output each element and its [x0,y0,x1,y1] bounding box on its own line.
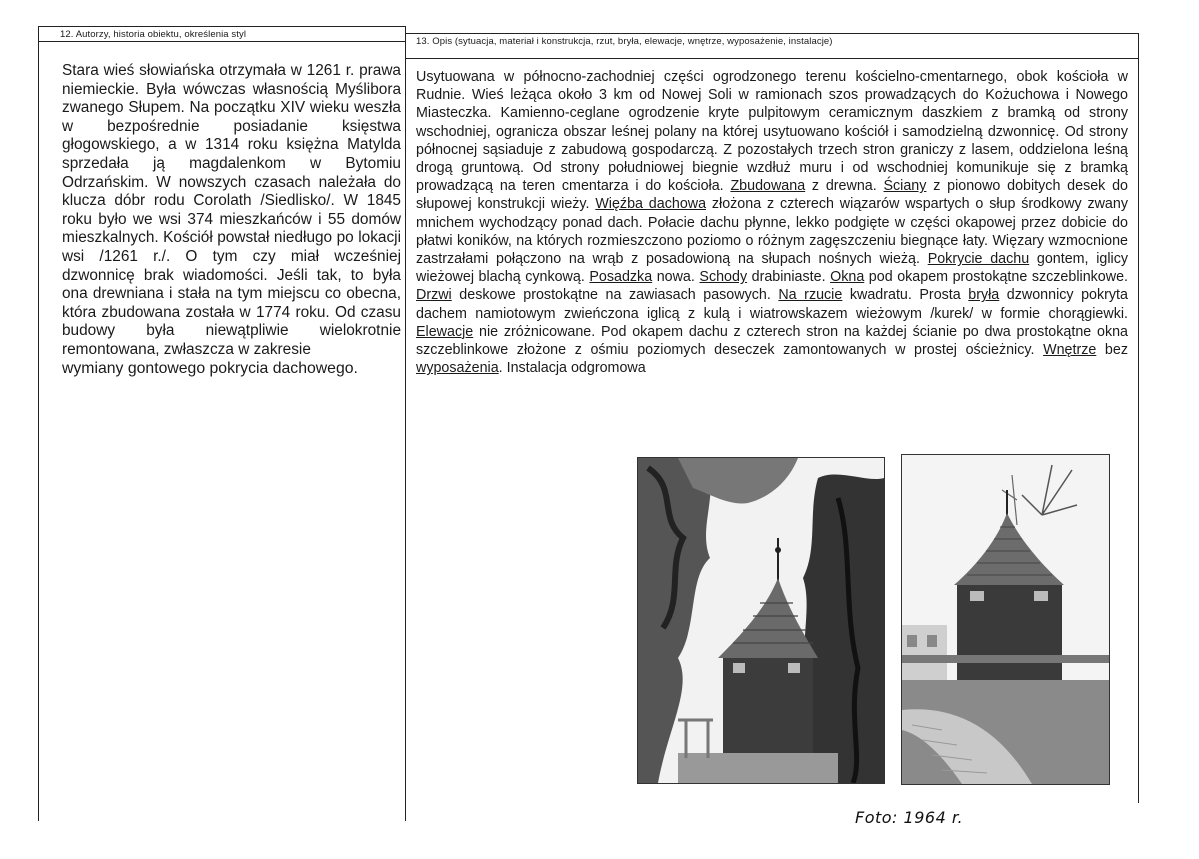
belfry-photo-path [901,454,1110,785]
top-border-left [38,26,405,27]
belfry-photo-path-image [902,455,1109,784]
keyword-okna: Okna [830,269,865,286]
keyword-elewacje: Elewacje [416,323,474,340]
history-paragraph: Stara wieś słowiańska otrzymała w 1261 r. prawa niemieckie. Była wówczas własnością Myślibora zwanego Słupem. Na początku XIV wieku weszła w bezpośrednie posiadanie księstwa głogowskiego, a w 1314 roku księżna Matylda sprzedała ją magdalenkom w Bytomiu Odrzańskim. W nowszych czasach należała do klucza dóbr rodu Corolath /Siedlisko/. W 1845 roku było we wsi 374 mieszkańców i 55 domów mieszkalnych. Kościół powstał niedługo po lokacji wsi /1261 r./. O tym czy miał wcześniej dzwonnicę brak wiadomości. Jeśli tak, to była ona drewniana i stała na tym miejscu co obecna, która zbudowana została w 1774 roku. Od czasu budowy była niewątpliwie wielokrotnie remontowana, zwłaszcza w zakresie [62,62,401,358]
description-text [416,68,1128,377]
text-pokrycie: gontem, iglicy wieżowej blachą cynkową. [416,251,1128,286]
belfry-photo-side-image [638,458,884,783]
description-intro: Usytuowana w północno-zachodniej części ogrodzonego terenu kościelno-cmentarnego, obok kościoła w Rudnie. Wieś leżąca około 3 km od Nowej Soli w ramionach szos prowadzących do Kożuchowa i Nowego Miasteczka. Kamienno-ceglane ogrodzenie kryte pulpitowym ceramicznym daszkiem z bramką od strony wschodniej, ogranicza obszar leśnej polany na której usytuowano kościół i samodzielną dzwonnicę. Od strony północnej sąsiaduje z zabudową gospodarczą. Z pozostałych trzech stron graniczy z lasem, oddzielona leśną drogą gruntową. Od strony południowej biegnie wzdłuż muru i od wschodniej komunikuje się z bramką prowadzącą na teren cmentarza i do kościoła. [416,69,1128,195]
text-elewacje: nie zróżnicowane. Pod okapem dachu z czterech stron na każdej ścianie po dwa prostokątne okna szczeblinkowe złożone z ośmiu poziomych deseczek zamontowanych w prostej ościeżnicy. [416,323,1128,359]
keyword-drzwi: Drzwi [416,287,452,304]
right-border [1138,33,1139,803]
keyword-na-rzucie: Na rzucie [778,287,843,304]
photo-caption: Foto: 1964 r. [855,808,964,827]
keyword-wnetrze: Wnętrze [1043,342,1097,359]
keyword-posadzka: Posadzka [589,269,653,286]
top-border-right [405,33,1138,34]
text-na-rzucie: kwadratu. Prosta [842,287,961,304]
text-bez: bez [1096,342,1128,359]
column-divider [405,26,406,821]
description-paragraph [416,68,1128,377]
keyword-sciany: Ściany [883,178,927,195]
header-rule-right [405,58,1138,59]
text-zbudowana: z drewna. [805,178,877,195]
history-paragraph-end: wymiany gontowego pokrycia dachowego. [62,359,358,377]
keyword-schody: Schody [699,269,748,286]
history-text [62,62,401,378]
text-schody: drabiniaste. [747,269,826,286]
section-12-header: 12. Autorzy, historia obiektu, określenia styl [60,29,247,40]
text-posadzka: nowa. [652,269,695,286]
text-instalacja: . Instalacja odgromowa [498,360,646,377]
left-border [38,26,39,821]
text-wiezba: złożona z czterech wiązarów wspartych o słup środkowy zwany mnichem wychodzący ponad dach. Połacie dachu płynne, lekko podgięte w części okapowej przez dobicie do płatwi koników, na których rozmieszczono poziomo o różnym zagęszczeniu biegnące łaty. Więzary wzmocnione zastrzałami połączono na wrąb z posadowioną na słupach nośnych wieżą. [416,196,1128,268]
keyword-pokrycie: Pokrycie dachu [927,251,1030,268]
text-sciany: z pionowo dobitych desek do słupowej konstrukcji wieży. [416,178,1128,213]
keyword-wyposazenia: wyposażenia [416,360,499,377]
keyword-bryla: bryła [968,287,1000,304]
keyword-wiezba: Więźba dachowa [595,196,707,213]
belfry-photo-side [637,457,885,784]
text-okna: pod okapem prostokątne szczeblinkowe. [864,269,1128,286]
text-drzwi: deskowe prostokątne na zawiasach pasowych. [451,287,771,304]
header-rule-left [38,41,405,42]
keyword-zbudowana: Zbudowana [730,178,806,195]
text-bryla: dzwonnicy pokryta dachem namiotowym zwieńczona iglicą z kulą i wiatrowskazem wieżowym /kurek/ w formie chorągiewki. [416,287,1128,322]
section-13-header: 13. Opis (sytuacja, materiał i konstrukcja, rzut, bryła, elewacje, wnętrze, wyposażenie, instalacje) [416,36,833,47]
